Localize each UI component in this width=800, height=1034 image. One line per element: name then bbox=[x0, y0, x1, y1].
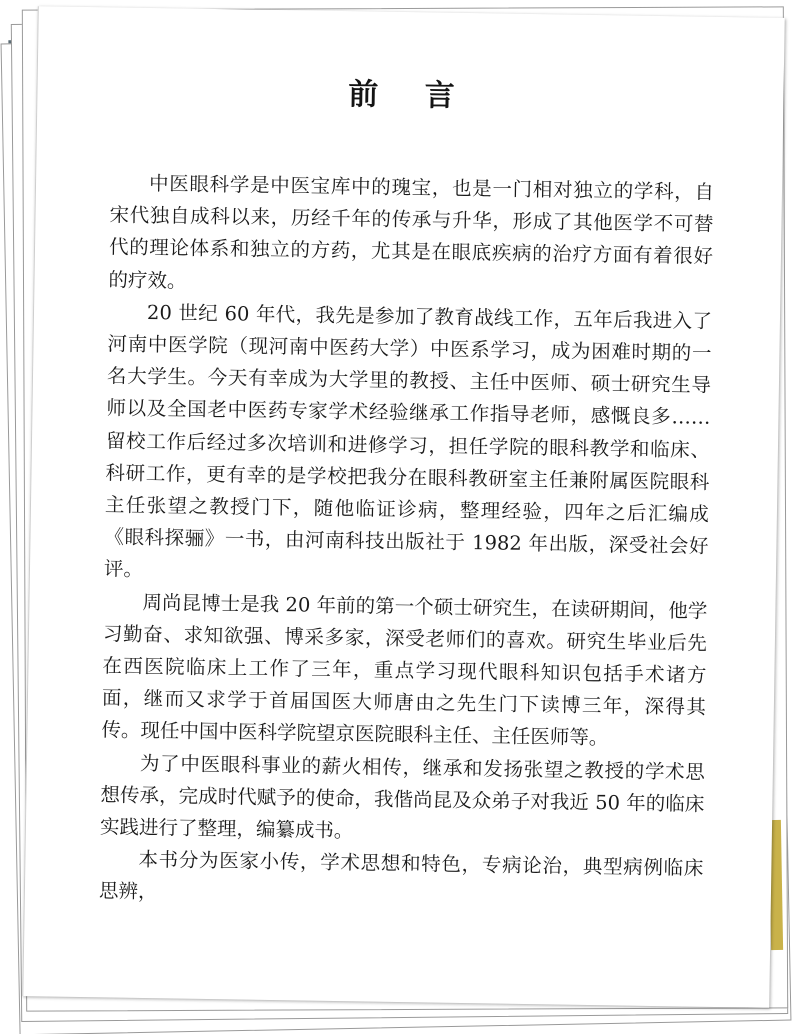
paragraph-4: 为了中医眼科事业的薪火相传，继承和发扬张望之教授的学术思想传承，完成时代赋予的使命，我偕尚昆及众弟子对我近 50 年的临床实践进行了整理，编纂成书。 bbox=[99, 751, 706, 843]
paragraph-1: 中医眼科学是中医宝库中的瑰宝，也是一门相对独立的学科，自宋代独自成科以来，历经千年的传承与升华，形成了其他医学不可替代的理论体系和独立的方药，尤其是在眼底疾病的治疗方面有着很好的疗效。 bbox=[108, 171, 715, 293]
paragraph-3: 周尚昆博士是我 20 年前的第一个硕士研究生，在读研期间，他学习勤奋、求知欲强、博采多家，深受老师们的喜欢。研究生毕业后先在西医院临床上工作了三年，重点学习现代眼科知识包括手术诸方面，继而又求学于首届国医大师唐由之先生门下读博三年，深得其传。现任中国中医科学院望京医院眼科主任、主任医师等。 bbox=[101, 590, 708, 750]
page-title: 前 言 bbox=[347, 77, 473, 115]
paragraph-2: 20 世纪 60 年代，我先是参加了教育战线工作，五年后我进入了河南中医学院（现河南中医药大学）中医系学习，成为困难时期的一名大学生。今天有幸成为大学里的教授、主任中医师、硕士研究生导师以及全国老中医药专家学术经验继承工作指导老师，感慨良多……留校工作后经过多次培训和进修学习，担任学院的眼科教学和临床、科研工作，更有幸的是学校把我分在眼科教研室主任兼附属医院眼科主任张望之教授门下，随他临证诊病，整理经验，四年之后汇编成《眼科探骊》一书，由河南科技出版社于 1982 年出版，深受社会好评。 bbox=[103, 300, 713, 582]
paragraph-5: 本书分为医家小传，学术思想和特色，专病论治，典型病例临床思辨， bbox=[98, 848, 704, 904]
preface-body bbox=[99, 167, 715, 917]
preface-page bbox=[22, 6, 784, 1008]
